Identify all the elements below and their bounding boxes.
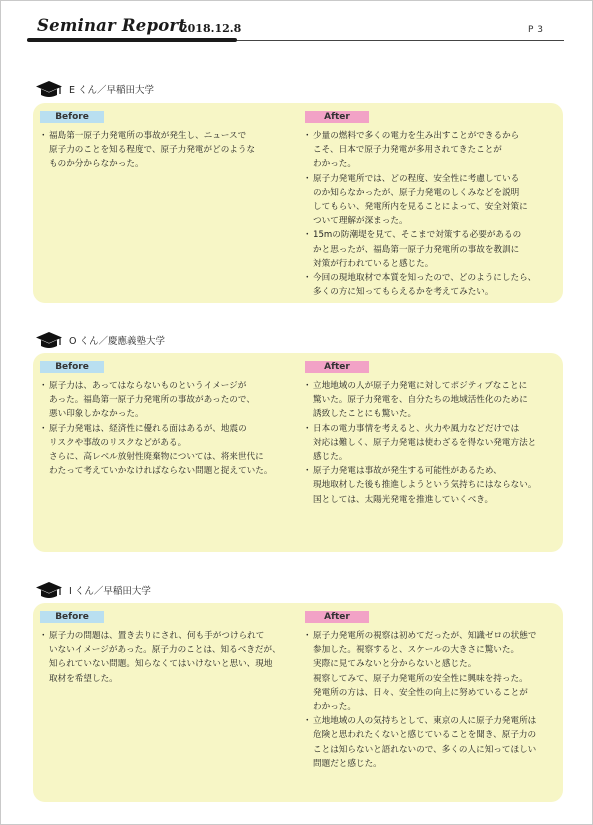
comment-line: ・ 原子力は、あってはならないものというイメージが — [49, 381, 247, 391]
after-comments — [305, 129, 559, 299]
student-name: O くん／慶應義塾大学 — [69, 336, 165, 347]
comment-line: してもらい、発電所内を見ることによって、安全対策に — [313, 202, 528, 213]
before-tag: Before — [40, 111, 104, 123]
comment-line: 原子力のことを知る程度で、原子力発電がどのような — [49, 145, 256, 156]
comment-line: 実際に見てみないと分からないと感じた。 — [313, 659, 477, 670]
student-heading — [35, 79, 154, 99]
comment-line: 対策が行われていると感じた。 — [313, 258, 434, 269]
after-tag: After — [305, 361, 369, 373]
comment-line: ・ 原子力の問題は、置き去りにされ、何も手がつけられて — [49, 631, 265, 641]
comment-item — [41, 422, 299, 479]
comment-line: ・ 福島第一原子力発電所の事故が発生し、ニュースで — [49, 131, 247, 141]
comment-line: ものか分からなかった。 — [49, 159, 144, 170]
report-date: 2018.12.8 — [180, 22, 242, 35]
comment-line: 危険と思われたくないと感じていることを聞き、原子力の — [313, 730, 537, 741]
comment-line: ・ 15mの防潮堤を見て、そこまで対策する必要があるの — [313, 230, 522, 241]
comment-line: 問題だと感じた。 — [313, 758, 382, 769]
comment-line: ことは知らないと語れないので、多くの人に知ってほしい — [313, 744, 537, 755]
comment-item — [305, 271, 559, 299]
comment-line: ・ 今回の現地取材で本質を知ったので、どのようにしたら、 — [313, 273, 537, 284]
comment-card — [33, 103, 563, 303]
student-name: I くん／早稲田大学 — [69, 586, 151, 597]
before-tag: Before — [40, 611, 104, 623]
comment-line: ・ 原子力発電所の視察は初めてだったが、知識ゼロの状態で — [313, 631, 537, 641]
comment-line: わかった。 — [313, 702, 356, 713]
comment-item — [41, 379, 299, 422]
header-rule-accent — [27, 38, 237, 42]
after-tag: After — [305, 111, 369, 123]
comment-item — [305, 464, 559, 507]
comment-item — [305, 228, 559, 271]
comment-item — [41, 129, 299, 172]
comment-line: 悪い印象しかなかった。 — [49, 409, 144, 420]
comment-line: ・ 日本の電力事情を考えると、火力や風力などだけでは — [313, 423, 520, 434]
graduation-cap-icon — [35, 330, 63, 350]
comment-item — [305, 129, 559, 172]
before-comments — [41, 129, 299, 172]
report-title: Seminar Report — [37, 16, 187, 35]
comment-line: 発電所の方は、日々、安全性の向上に努めていることが — [313, 687, 528, 698]
after-tag: After — [305, 611, 369, 623]
comment-line: ついて理解が深まった。 — [313, 216, 408, 227]
comment-line: さらに、高レベル放射性廃棄物については、将来世代に — [49, 452, 264, 463]
graduation-cap-icon — [35, 580, 63, 600]
before-comments — [41, 379, 299, 478]
comment-item — [305, 422, 559, 465]
comment-line: あった。福島第一原子力発電所の事故があったので、 — [49, 395, 255, 406]
comment-line: ・ 立地地域の人の気持ちとして、東京の人に原子力発電所は — [313, 716, 537, 727]
student-heading — [35, 330, 165, 350]
comment-line: いないイメージがあった。原子力のことは、知るべきだが、 — [49, 645, 281, 656]
comment-line: 視察してみて、原子力発電所の安全性に興味を持った。 — [313, 673, 528, 684]
comment-line: わかった。 — [313, 159, 356, 170]
comment-line: ・ 少量の燃料で多くの電力を生み出すことができるから — [313, 131, 520, 141]
comment-line: ・ 原子力発電は、経済性に優れる面はあるが、地震の — [49, 423, 247, 434]
comment-line: 多くの方に知ってもらえるかを考えてみたい。 — [313, 287, 494, 298]
comment-line: 驚いた。原子力発電を、自分たちの地域活性化のために — [313, 395, 528, 406]
comment-item — [305, 629, 559, 714]
comment-line: ・ 原子力発電は事故が発生する可能性があるため、 — [313, 466, 502, 477]
comment-line: ・ 原子力発電所では、どの程度、安全性に考慮している — [313, 173, 520, 184]
comment-line: 参加した。視察すると、スケールの大きさに驚いた。 — [313, 645, 520, 656]
comment-line: わたって考えていかなければならない問題と捉えていた。 — [49, 466, 273, 477]
comment-line: 現地取材した後も推進しようという気持ちにはならない。 — [313, 480, 537, 491]
comment-card — [33, 603, 563, 802]
comment-line: ・ 立地地域の人が原子力発電に対してポジティブなことに — [313, 381, 528, 391]
student-heading — [35, 580, 151, 600]
comment-item — [305, 379, 559, 422]
comment-line: かと思ったが、福島第一原子力発電所の事故を教訓に — [313, 244, 520, 255]
comment-item — [305, 172, 559, 229]
comment-card — [33, 353, 563, 552]
comment-item — [305, 714, 559, 771]
comment-line: のか知らなかったが、原子力発電のしくみなどを説明 — [313, 187, 520, 198]
page-number: P 3 — [528, 25, 544, 35]
before-comments — [41, 629, 299, 686]
comment-line: 誘致したことにも驚いた。 — [313, 409, 417, 420]
comment-line: 対応は難しく、原子力発電は使わざるを得ない発電方法と — [313, 437, 537, 448]
student-name: E くん／早稲田大学 — [69, 85, 155, 96]
comment-line: こそ、日本で原子力発電が多用されてきたことが — [313, 145, 502, 156]
after-comments — [305, 629, 559, 771]
comment-line: 取材を希望した。 — [49, 673, 118, 684]
comment-line: 知られていない問題。知らなくてはいけないと思い、現地 — [49, 659, 273, 670]
comment-line: 国としては、太陽光発電を推進していくべき。 — [313, 494, 494, 505]
comment-item — [41, 629, 299, 686]
after-comments — [305, 379, 559, 507]
graduation-cap-icon — [35, 79, 63, 99]
before-tag: Before — [40, 361, 104, 373]
comment-line: 感じた。 — [313, 452, 348, 463]
comment-line: リスクや事故のリスクなどがある。 — [49, 437, 187, 448]
